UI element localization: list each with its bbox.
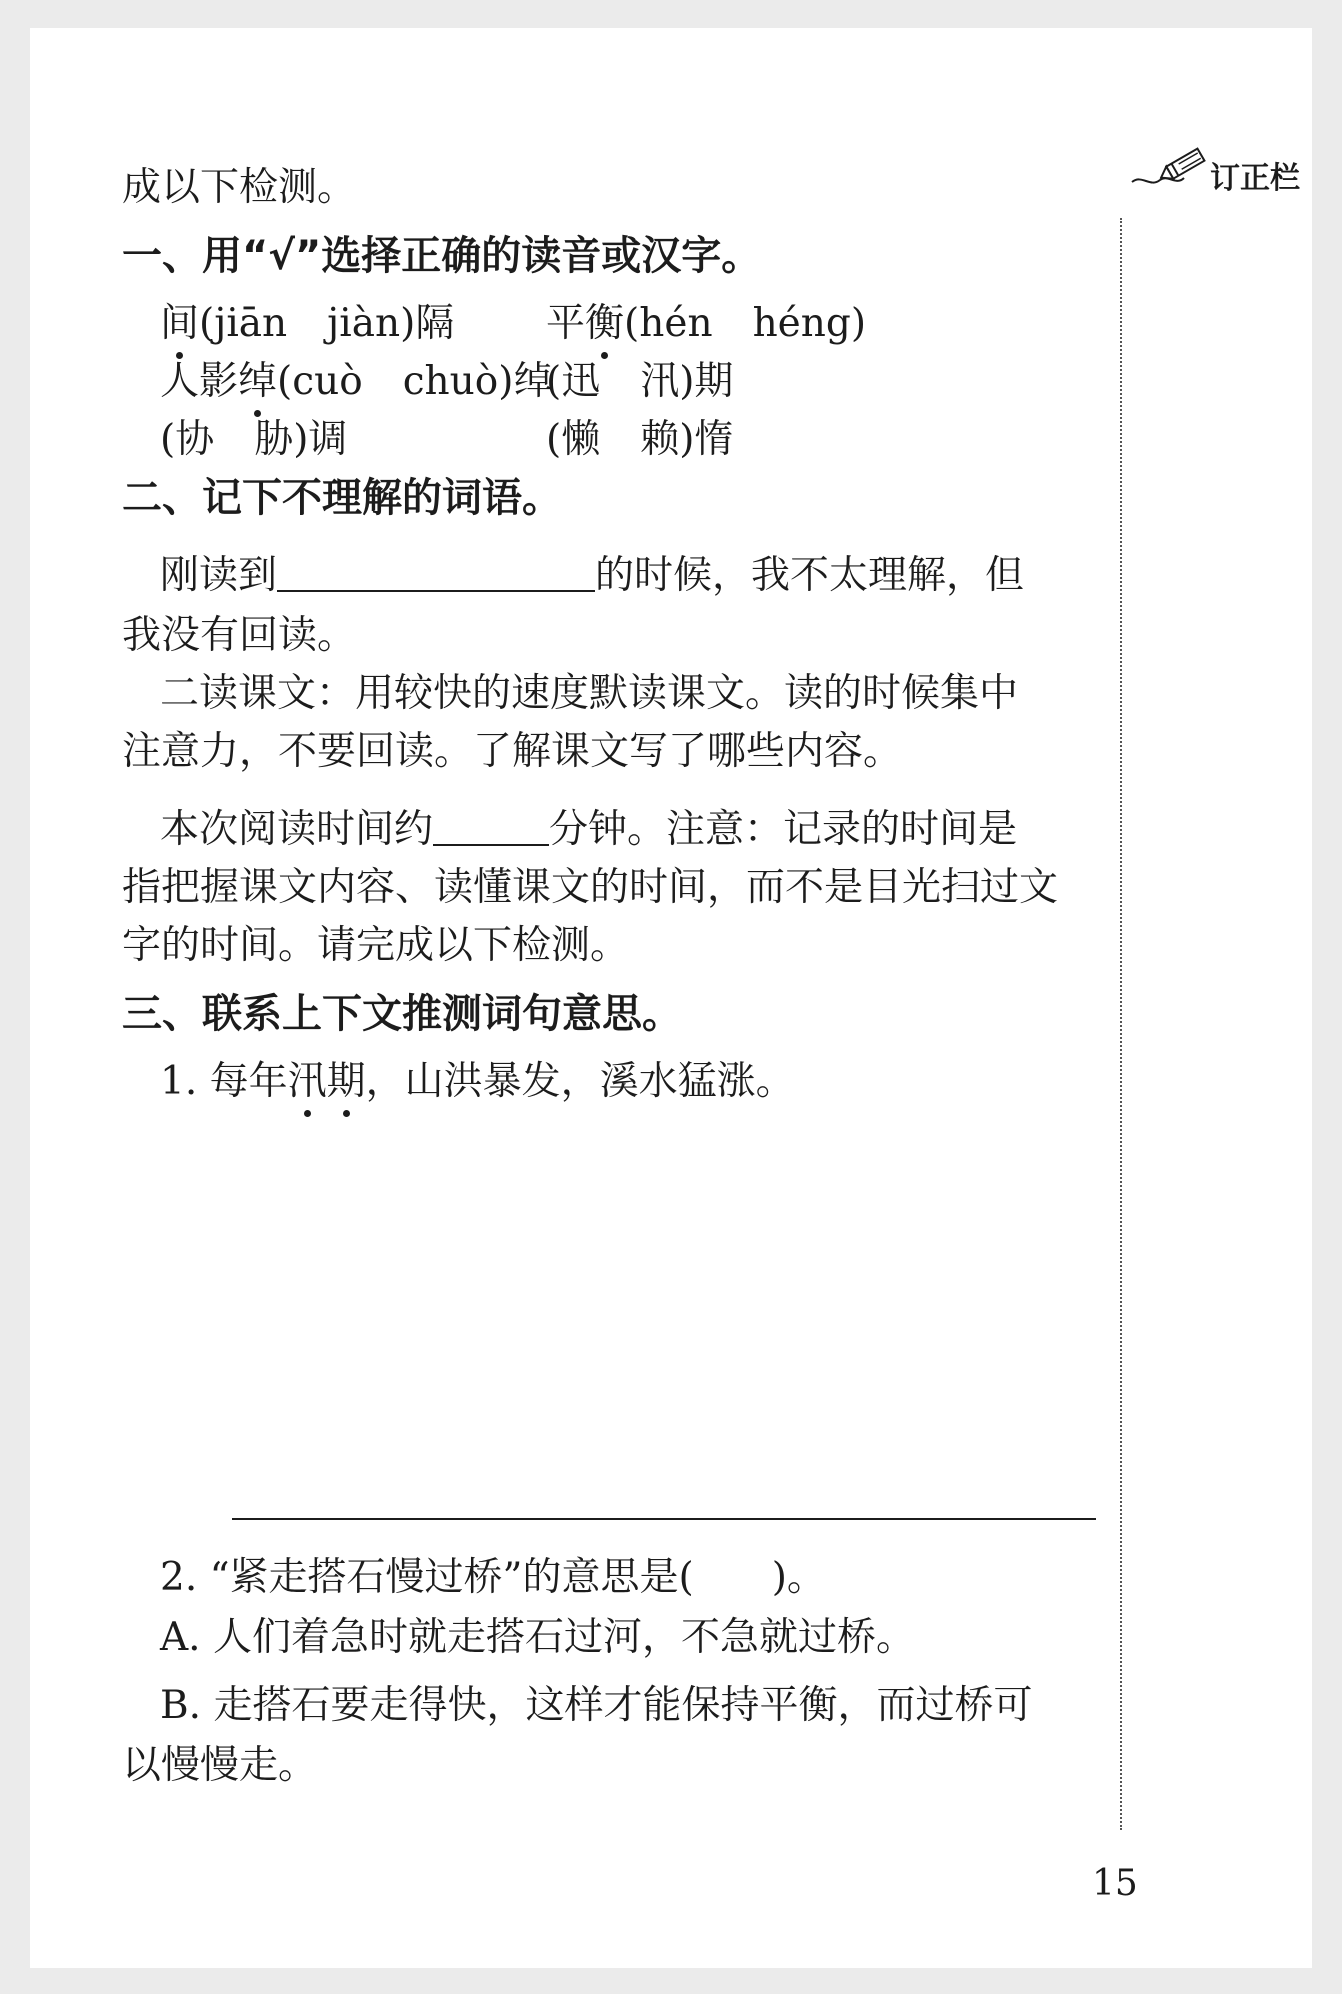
time-note-post: 分钟。注意：记录的时间是 (549, 807, 1018, 852)
stressed-char: 汛 (287, 1059, 327, 1104)
intro-text: 成以下检测。 (122, 165, 357, 210)
pencil-icon (1130, 140, 1210, 190)
section1-heading-pre: 一、用“ (122, 233, 269, 279)
option-xie-assist: (协 (160, 417, 215, 462)
option-xun-flood: 汛)期 (640, 359, 734, 404)
minutes-blank[interactable] (433, 810, 549, 846)
question-1-pre: 1. 每年 (160, 1059, 288, 1104)
section1-heading (122, 233, 762, 279)
option-jian1: (jiān (199, 301, 288, 346)
char-ping: 平 (546, 301, 586, 346)
char-choice-xietiao (160, 417, 348, 462)
section3-heading: 三、联系上下文推测词句意思。 (122, 991, 682, 1037)
pinyin-item-chuochuo (160, 359, 553, 404)
second-reading-line1: 二读课文：用较快的速度默读课文。读的时候集中 (160, 671, 1019, 716)
pinyin-item-jiange (160, 301, 455, 346)
time-note-line1 (160, 807, 1018, 852)
stressed-char: 绰 (238, 359, 278, 404)
section1-heading-post: ”选择正确的读音或汉字。 (294, 233, 762, 279)
question-1-post: ，山洪暴发，溪水猛涨。 (365, 1059, 795, 1104)
option-cuo: (cuò (277, 359, 363, 404)
answer-line[interactable] (232, 1518, 1096, 1520)
stressed-char: 间 (160, 301, 200, 346)
question-1 (160, 1059, 795, 1104)
option-hen: (hén (624, 301, 713, 346)
time-note-pre: 本次阅读时间约 (160, 807, 434, 852)
option-xie-coerce: 胁)调 (254, 417, 348, 462)
word-blank[interactable] (277, 556, 595, 592)
section2-line1 (160, 553, 1025, 598)
option-b-line1[interactable]: B. 走搭石要走得快，这样才能保持平衡，而过桥可 (160, 1683, 1033, 1728)
section2-heading: 二、记下不理解的词语。 (122, 475, 562, 521)
time-note-line2: 指把握课文内容、读懂课文的时间，而不是目光扫过文 (122, 865, 1059, 910)
char-choice-xunqi (546, 359, 734, 404)
char-renying: 人影 (160, 359, 239, 404)
stressed-char: 期 (326, 1059, 366, 1104)
stressed-char: 衡 (585, 301, 625, 346)
workbook-page (30, 28, 1312, 1968)
correction-column-divider (1120, 218, 1122, 1830)
section2-line1-pre: 刚读到 (160, 553, 278, 598)
correction-column-title: 订正栏 (1210, 161, 1300, 196)
section2-line1-post: 的时候，我不太理解，但 (595, 553, 1025, 598)
option-a[interactable]: A. 人们着急时就走搭石过河，不急就过桥。 (160, 1615, 915, 1660)
char-choice-landuo (546, 417, 734, 462)
page-number: 15 (1092, 1863, 1138, 1904)
option-jian4: jiàn)隔 (327, 301, 455, 346)
second-reading-line2: 注意力，不要回读。了解课文写了哪些内容。 (122, 729, 903, 774)
option-lai: 赖)惰 (640, 417, 734, 462)
check-mark-symbol: √ (268, 233, 295, 279)
section2-line2: 我没有回读。 (122, 613, 357, 658)
option-xun-fast: (迅 (546, 359, 601, 404)
option-b-line2: 以慢慢走。 (122, 1743, 318, 1788)
option-chuo: chuò)绰 (402, 359, 553, 404)
pinyin-item-pingheng (546, 301, 867, 346)
question-2: 2. “紧走搭石慢过桥”的意思是( )。 (160, 1555, 826, 1600)
option-lan: (懒 (546, 417, 601, 462)
option-heng: héng) (752, 301, 867, 346)
time-note-line3: 字的时间。请完成以下检测。 (122, 923, 630, 968)
